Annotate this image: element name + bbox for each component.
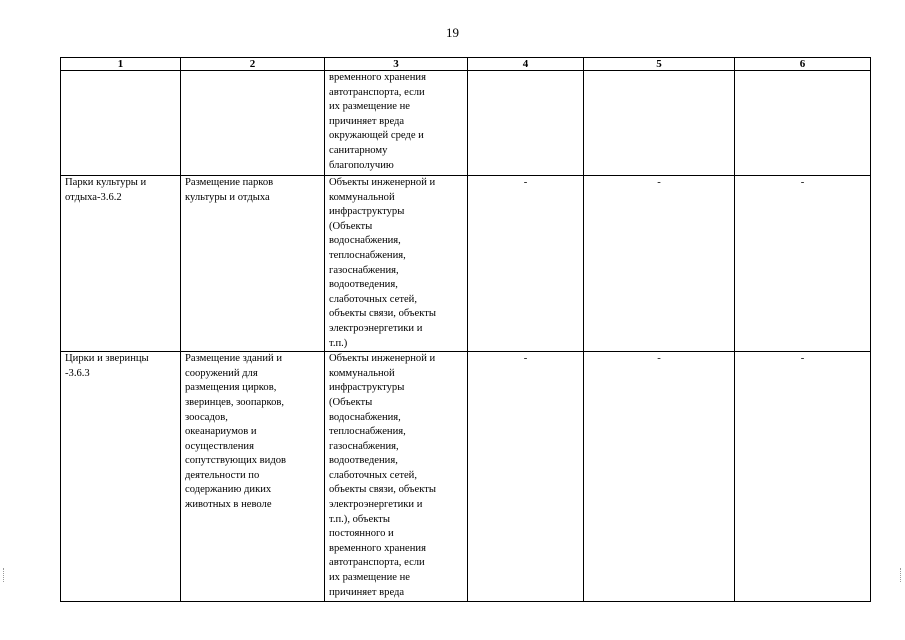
table-cell: Цирки и зверинцы -3.6.3 bbox=[61, 352, 181, 602]
scan-edge-mark bbox=[900, 568, 902, 582]
table-row bbox=[61, 176, 871, 352]
table-cell: Размещение парков культуры и отдыха bbox=[181, 176, 325, 352]
table-cell: Размещение зданий и сооружений для размещения цирков, зверинцев, зоопарков, зоосадов, океанариумов и осуществления сопутствующих видов деятельности по содержанию диких животных в неволе bbox=[181, 352, 325, 602]
column-header-2: 2 bbox=[181, 58, 325, 71]
column-header-4: 4 bbox=[468, 58, 584, 71]
table-cell: - bbox=[584, 176, 735, 352]
table-row bbox=[61, 352, 871, 602]
table-cell: - bbox=[468, 176, 584, 352]
table-row bbox=[61, 71, 871, 176]
table-cell bbox=[584, 71, 735, 176]
header-row bbox=[61, 58, 871, 71]
scan-edge-mark bbox=[3, 568, 5, 582]
table-cell bbox=[735, 71, 871, 176]
table-cell: Объекты инженерной и коммунальной инфраструктуры (Объекты водоснабжения, теплоснабжения, газоснабжения, водоотведения, слаботочных сетей, объекты связи, объекты электроэнергетики и т.п.), объекты постоянного и временного хранения автотранспорта, если их размещение не причиняет вреда bbox=[325, 352, 468, 602]
column-header-3: 3 bbox=[325, 58, 468, 71]
column-header-1: 1 bbox=[61, 58, 181, 71]
table-cell: Объекты инженерной и коммунальной инфраструктуры (Объекты водоснабжения, теплоснабжения, газоснабжения, водоотведения, слаботочных сетей, объекты связи, объекты электроэнергетики и т.п.) bbox=[325, 176, 468, 352]
table-cell: Парки культуры и отдыха-3.6.2 bbox=[61, 176, 181, 352]
table-cell bbox=[181, 71, 325, 176]
table-cell: - bbox=[735, 176, 871, 352]
table-cell bbox=[468, 71, 584, 176]
table-cell: - bbox=[735, 352, 871, 602]
regulations-table bbox=[60, 57, 871, 602]
table-cell: - bbox=[468, 352, 584, 602]
column-header-6: 6 bbox=[735, 58, 871, 71]
table-cell bbox=[61, 71, 181, 176]
page-number: 19 bbox=[446, 25, 459, 40]
column-header-5: 5 bbox=[584, 58, 735, 71]
table-cell: временного хранения автотранспорта, если их размещение не причиняет вреда окружающей среде и санитарному благополучию bbox=[325, 71, 468, 176]
table-cell: - bbox=[584, 352, 735, 602]
